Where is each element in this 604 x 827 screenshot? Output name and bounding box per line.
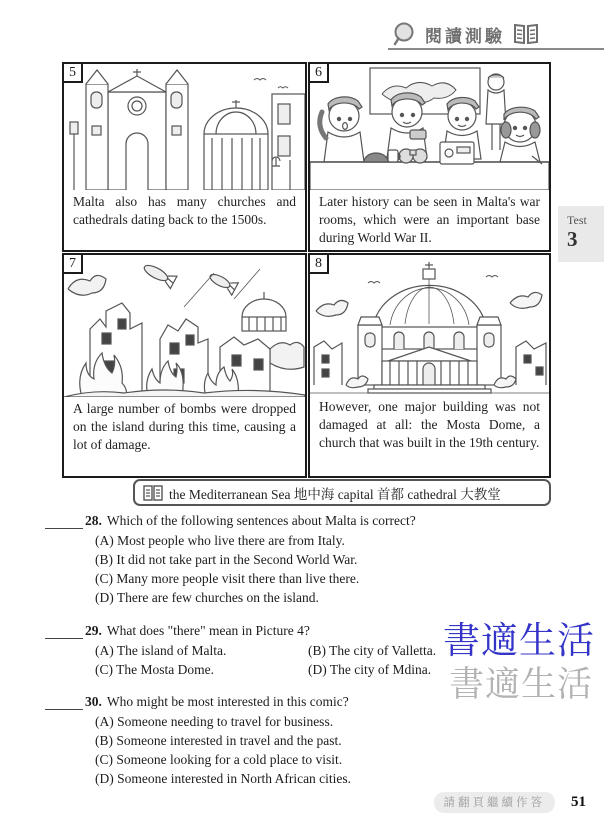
question-number: 29. — [85, 622, 102, 638]
option-b: (B) Someone interested in travel and the past. — [95, 733, 342, 749]
question-text: What does "there" mean in Picture 4? — [106, 622, 310, 638]
header-divider — [388, 48, 604, 50]
question-29 — [45, 623, 565, 679]
comic-panel-5 — [62, 62, 307, 252]
panel-caption: However, one major building was not damaged at all: the Mosta Dome, a church that was built in the 19th century. — [319, 399, 540, 450]
test-number-tab — [558, 206, 604, 262]
panel-number: 8 — [308, 253, 329, 274]
vocabulary-box — [133, 479, 551, 506]
panel-illustration-bombing — [64, 255, 305, 397]
page-title: 閱讀測驗 — [425, 26, 505, 46]
option-a: (A) The island of Malta. — [95, 642, 227, 658]
comic-panel-8 — [308, 253, 551, 478]
option-d: (D) The city of Mdina. — [308, 661, 432, 677]
watermark-gray: 書適生活 — [449, 665, 594, 704]
question-number: 30. — [85, 693, 102, 709]
comic-grid — [62, 62, 551, 478]
panel-caption: Malta also has many churches and cathedrals dating back to the 1500s. — [73, 194, 296, 227]
book-icon — [512, 22, 540, 46]
panel-illustration-war-room — [310, 64, 549, 190]
question-text: Who might be most interested in this comic? — [106, 693, 349, 709]
panel-caption: A large number of bombs were dropped on the island during this time, causing a lot of damage. — [73, 401, 296, 452]
panel-number: 5 — [62, 62, 83, 83]
question-text: Which of the following sentences about Malta is correct? — [106, 513, 416, 528]
panel-illustration-churches — [64, 64, 305, 190]
page-header — [388, 18, 604, 50]
watermark-blue: 書適生活 — [443, 621, 595, 662]
continue-note: 請翻頁繼續作答 — [434, 792, 556, 813]
panel-number: 7 — [62, 253, 83, 274]
option-c: (C) The Mosta Dome. — [95, 661, 214, 677]
question-options — [95, 712, 565, 789]
question-30 — [45, 694, 565, 789]
option-c: (C) Many more people visit there than live there. — [95, 571, 360, 587]
test-tab-label: Test — [567, 213, 587, 227]
vocab-book-icon — [143, 485, 163, 501]
panel-caption: Later history can be seen in Malta's war rooms, which were an important base during World War II. — [319, 194, 540, 245]
magnifier-icon — [392, 21, 418, 47]
answer-blank — [45, 514, 83, 529]
comic-panel-7 — [62, 253, 307, 478]
option-b: (B) It did not take part in the Second World War. — [95, 552, 358, 568]
question-28 — [45, 513, 565, 608]
question-options — [95, 641, 565, 679]
panel-illustration-mosta-dome — [310, 255, 549, 395]
answer-blank — [45, 624, 83, 639]
option-a: (A) Someone needing to travel for business. — [95, 713, 334, 729]
vocabulary-text: the Mediterranean Sea 地中海 capital 首都 cathedral 大教堂 — [169, 486, 501, 502]
option-c: (C) Someone looking for a cold place to visit. — [95, 752, 343, 768]
test-tab-number: 3 — [567, 227, 578, 251]
comic-panel-6 — [308, 62, 551, 252]
option-d: (D) There are few churches on the island. — [95, 590, 319, 606]
option-a: (A) Most people who live there are from Italy. — [95, 533, 345, 548]
page-footer — [0, 792, 586, 813]
questions-section — [45, 513, 565, 804]
option-b: (B) The city of Valletta. — [308, 642, 437, 658]
question-number: 28. — [85, 513, 102, 528]
answer-blank — [45, 695, 83, 710]
page-number: 51 — [571, 794, 586, 810]
panel-number: 6 — [308, 62, 329, 83]
question-options — [95, 531, 565, 608]
option-d: (D) Someone interested in North African cities. — [95, 771, 352, 787]
